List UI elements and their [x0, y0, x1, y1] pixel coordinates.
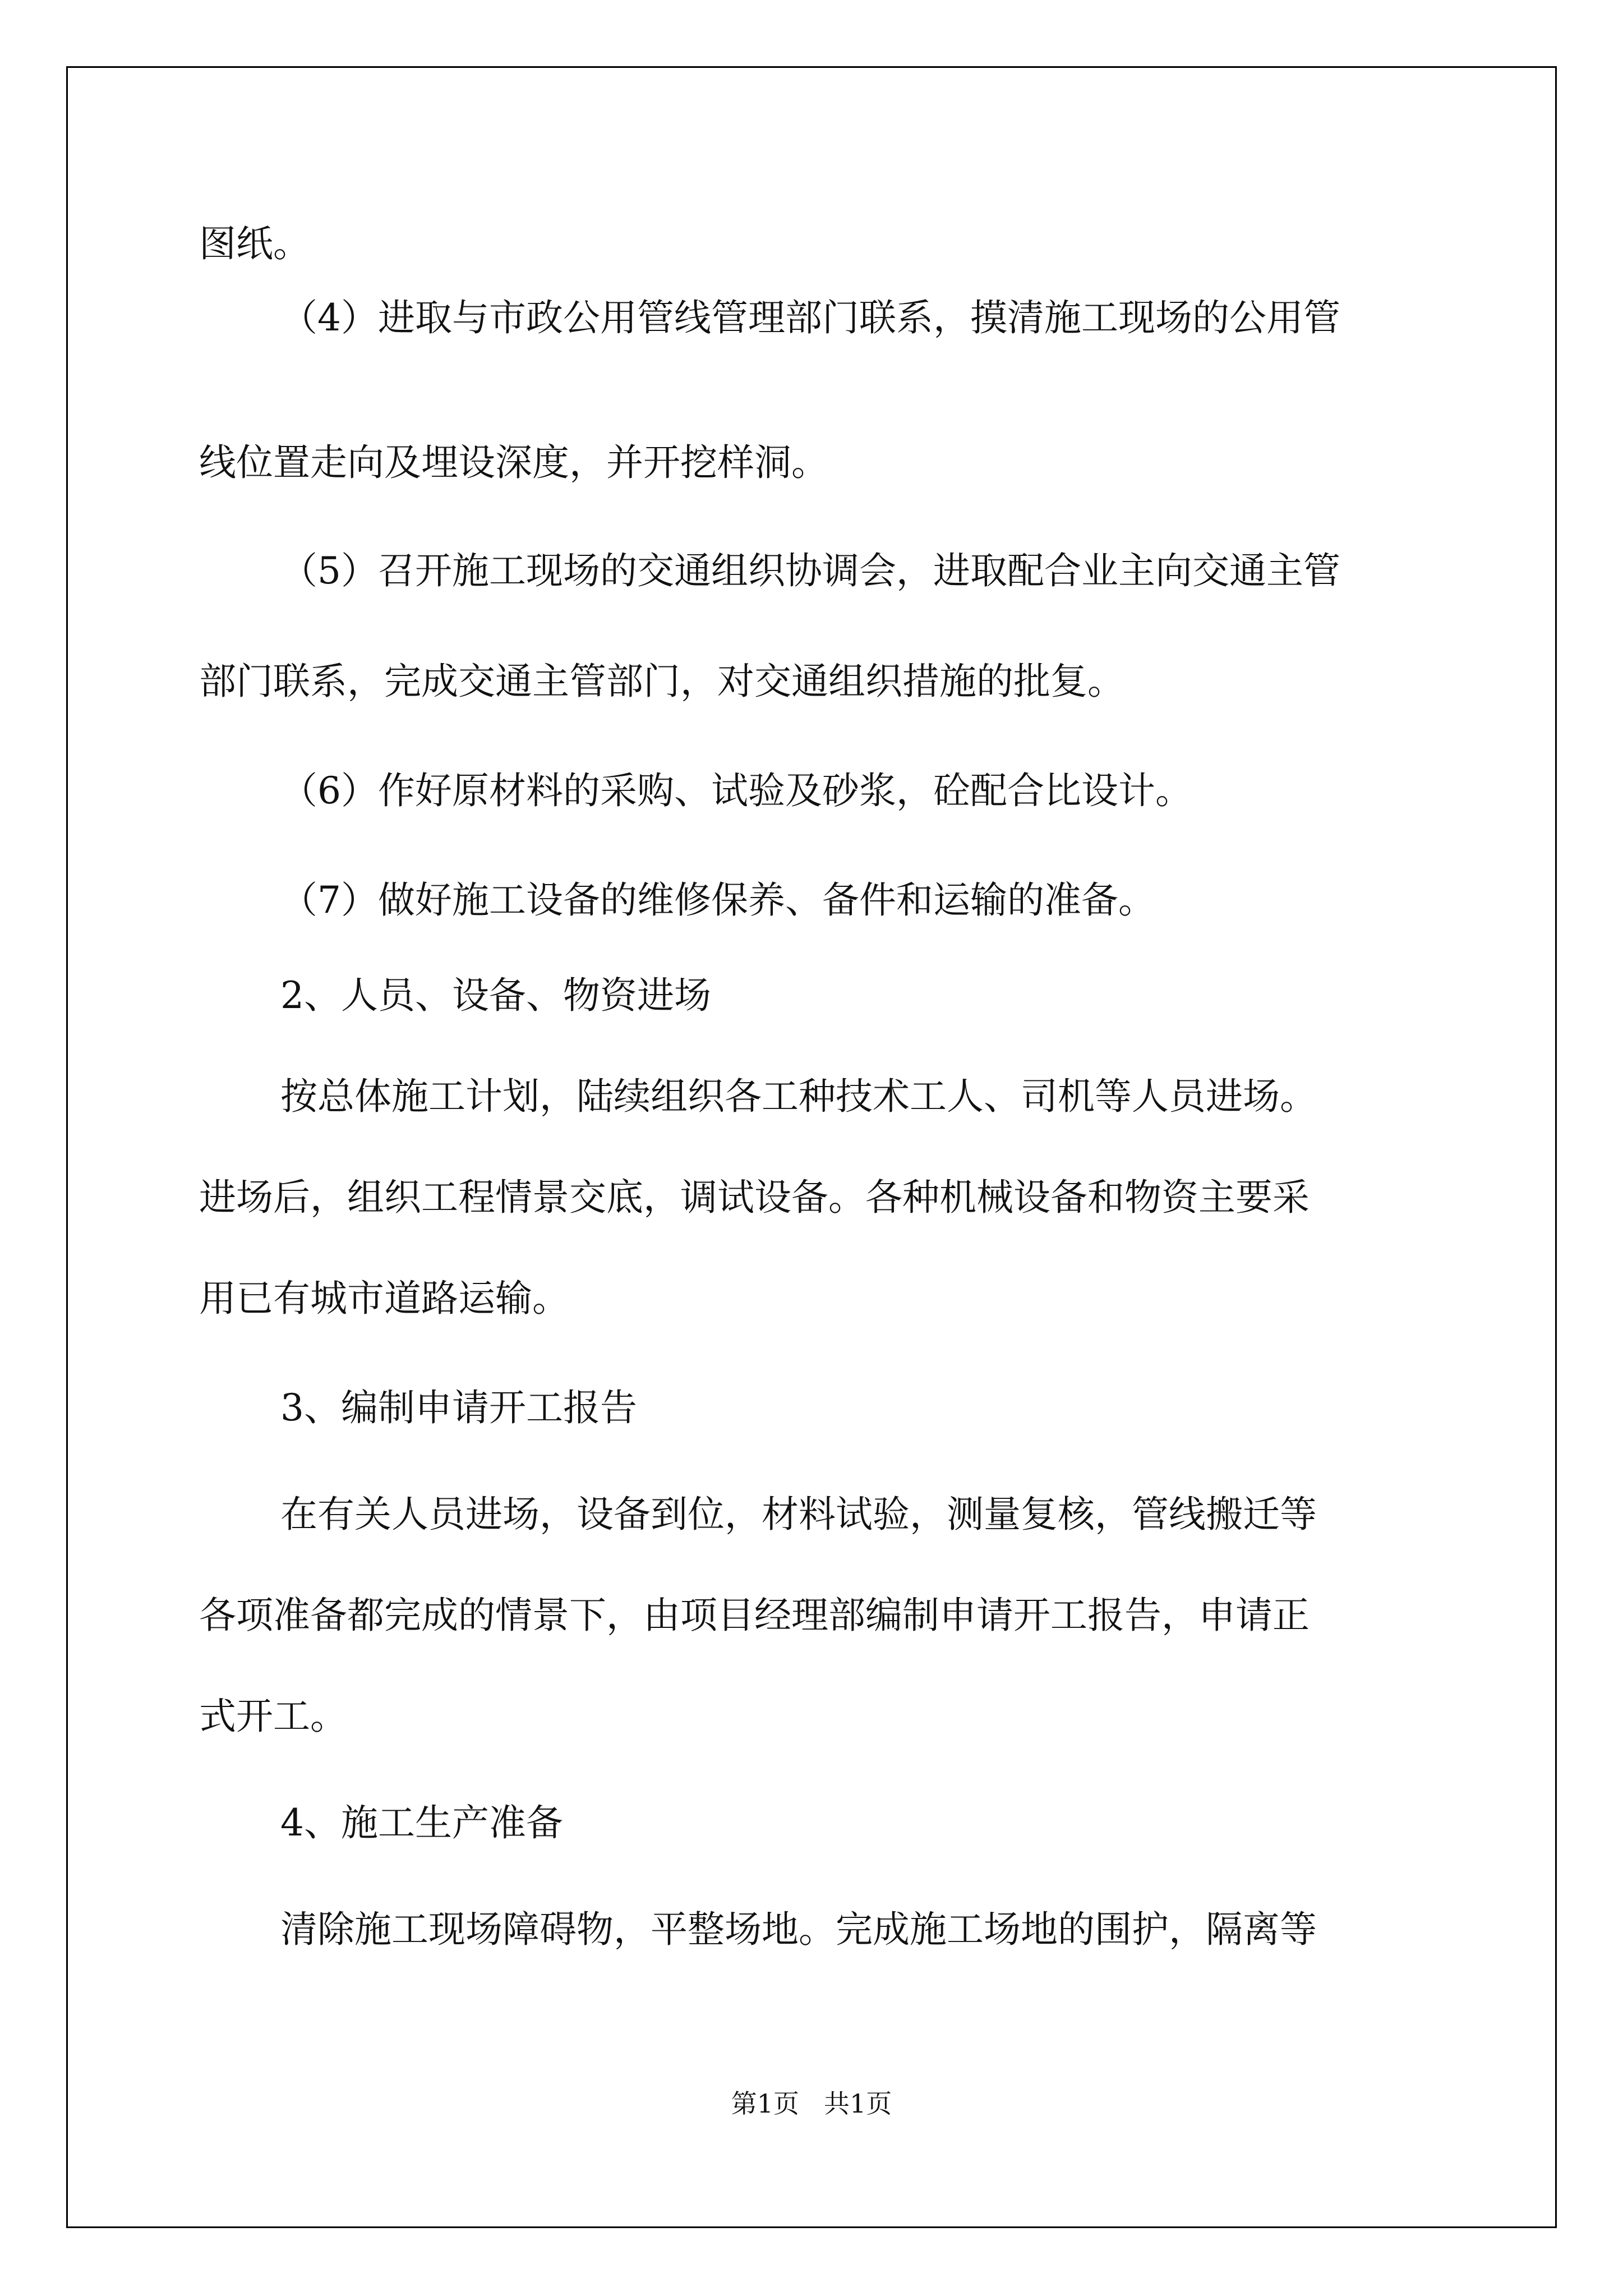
- section-2-line-2: 进场后，组织工程情景交底，调试设备。各种机械设备和物资主要采: [199, 1176, 1310, 1219]
- section-2-line-3: 用已有城市道路运输。: [199, 1277, 569, 1320]
- text-line-continuation: 图纸。: [199, 222, 310, 265]
- section-heading-4: 4、施工生产准备: [280, 1801, 563, 1844]
- item-4-line-1: （4）进取与市政公用管线管理部门联系，摸清施工现场的公用管: [280, 296, 1340, 339]
- section-heading-3: 3、编制申请开工报告: [280, 1386, 637, 1429]
- section-3-line-3: 式开工。: [199, 1695, 347, 1738]
- page-total: 共1页: [823, 2088, 892, 2119]
- page-footer: [0, 2087, 1623, 2120]
- item-4-line-2: 线位置走向及埋设深度，并开挖样洞。: [199, 441, 828, 484]
- section-4-line-1: 清除施工现场障碍物，平整场地。完成施工场地的围护，隔离等: [280, 1908, 1317, 1951]
- section-3-line-1: 在有关人员进场，设备到位，材料试验，测量复核，管线搬迁等: [280, 1493, 1317, 1536]
- item-7-line: （7）做好施工设备的维修保养、备件和运输的准备。: [280, 878, 1155, 922]
- section-3-line-2: 各项准备都完成的情景下，由项目经理部编制申请开工报告，申请正: [199, 1594, 1310, 1637]
- page-border: [66, 66, 1557, 2228]
- item-5-line-1: （5）召开施工现场的交通组织协调会，进取配合业主向交通主管: [280, 549, 1340, 592]
- item-5-line-2: 部门联系，完成交通主管部门，对交通组织措施的批复。: [199, 660, 1124, 703]
- page-number: 第1页: [731, 2088, 800, 2119]
- section-heading-2: 2、人员、设备、物资进场: [280, 974, 711, 1017]
- item-6-line: （6）作好原材料的采购、试验及砂浆，砼配合比设计。: [280, 769, 1192, 812]
- section-2-line-1: 按总体施工计划，陆续组织各工种技术工人、司机等人员进场。: [280, 1075, 1317, 1118]
